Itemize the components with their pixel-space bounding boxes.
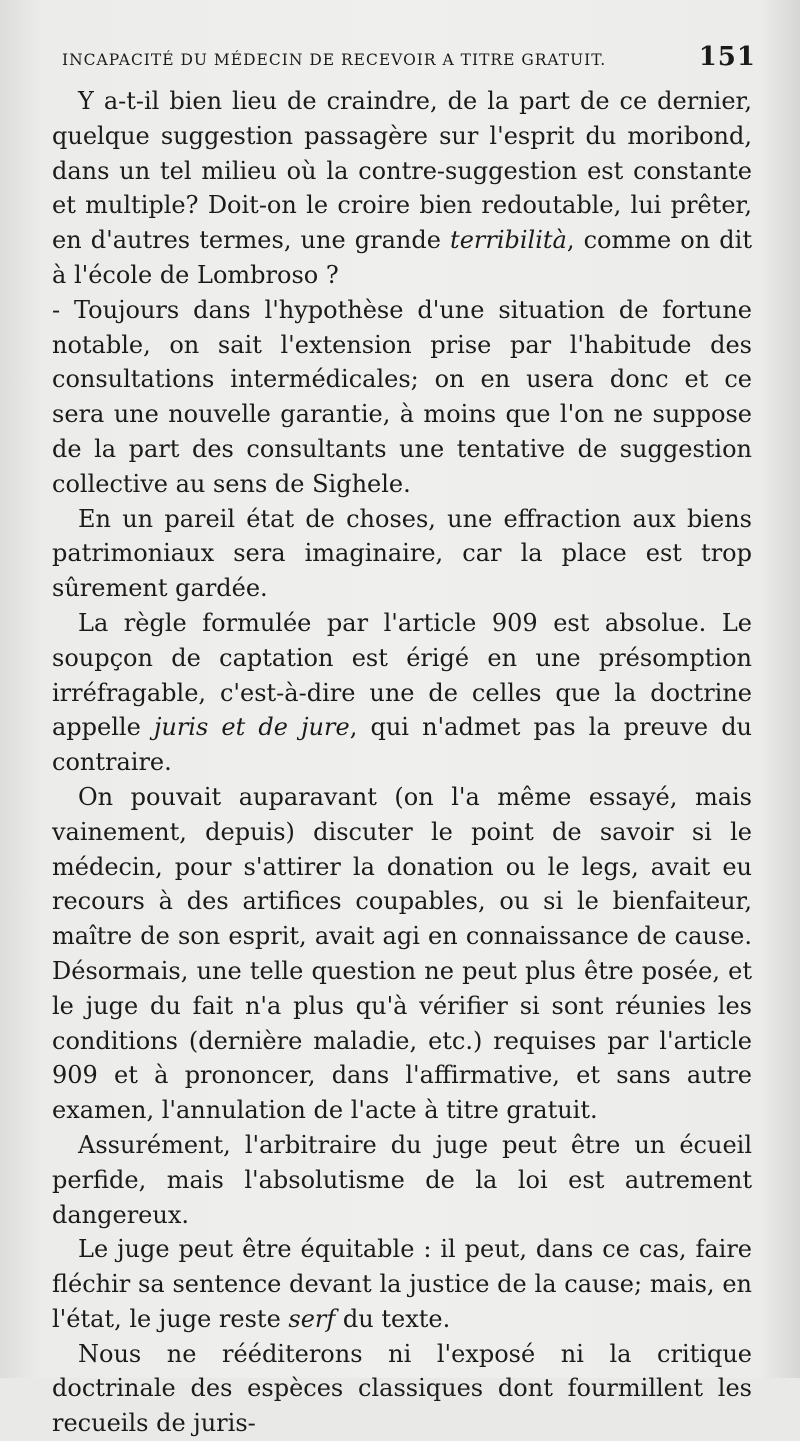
paragraph-4-italic: juris et de jure bbox=[153, 713, 350, 742]
paragraph-1-text-b: , comme on dit à l'école de Lombroso ? bbox=[52, 226, 752, 289]
paragraph-5 bbox=[52, 780, 752, 1128]
paragraph-6 bbox=[52, 1128, 752, 1232]
running-head bbox=[62, 42, 756, 76]
paragraph-3 bbox=[52, 502, 752, 606]
paragraph-7-text-b: du texte. bbox=[335, 1304, 451, 1333]
paragraph-8 bbox=[52, 1337, 752, 1441]
paragraph-3-text: En un pareil état de choses, une effraction aux biens patrimoniaux sera imaginaire, car la place est trop sûrement gardée. bbox=[52, 504, 752, 603]
paragraph-4-text-b: , qui n'admet pas la preuve du contraire. bbox=[52, 713, 753, 777]
paragraph-4-text-a: La règle formulée par l'article 909 est absolue. Le soupçon de captation est érigé en une présomption irréfragable, c'est-à-dire une de celles que la doctrine appelle bbox=[52, 608, 752, 742]
page-number: 151 bbox=[698, 42, 756, 72]
paragraph-2 bbox=[52, 293, 752, 502]
body-text bbox=[52, 84, 752, 1441]
paragraph-5-text: On pouvait auparavant (on l'a même essayé, mais vainement, depuis) discuter le point de savoir si le médecin, pour s'attirer la donation ou le legs, avait eu recours à des artifices coupables, ou si le bienfaiteur, maître de son esprit, avait agi en connaissance de cause. Désormais, une telle question ne peut plus être posée, et le juge du fait n'a plus qu'à vérifier si sont réunies les conditions (dernière maladie, etc.) requises par l'article 909 et à prononcer, dans l'affirmative, et sans autre examen, l'annulation de l'acte à titre gratuit. bbox=[52, 782, 752, 1125]
paragraph-7-italic: serf bbox=[288, 1304, 336, 1333]
paragraph-4 bbox=[52, 606, 752, 780]
running-title: INCAPACITÉ DU MÉDECIN DE RECEVOIR A TITRE GRATUIT. bbox=[62, 51, 607, 69]
paragraph-1-italic: terribilità bbox=[450, 226, 567, 255]
paragraph-1 bbox=[52, 84, 752, 293]
paragraph-7-text-a: Le juge peut être équitable : il peut, dans ce cas, faire fléchir sa sentence devant la justice de la cause; mais, en l'état, le juge reste bbox=[52, 1235, 752, 1333]
paragraph-1-text-a: Y a-t-il bien lieu de craindre, de la part de ce dernier, quelque suggestion passagère sur l'esprit du moribond, dans un tel milieu où la contre-suggestion est constante et multiple? Doit-on le croire bien redoutable, lui prêter, en d'autres termes, une grande bbox=[52, 87, 752, 255]
paragraph-6-text: Assurément, l'arbitraire du juge peut être un écueil perfide, mais l'absolutisme de la loi est autrement dangereux. bbox=[52, 1130, 752, 1229]
paragraph-7 bbox=[52, 1232, 752, 1336]
paragraph-8-text: Nous ne rééditerons ni l'exposé ni la critique doctrinale des espèces classiques dont fourmillent les recueils de juris- bbox=[52, 1339, 752, 1438]
paragraph-2-text: - Toujours dans l'hypothèse d'une situation de fortune notable, on sait l'extension prise par l'habitude des consultations intermédicales; on en usera donc et ce sera une nouvelle garantie, à moins que l'on ne suppose de la part des consultants une tentative de suggestion collective au sens de Sighele. bbox=[52, 295, 752, 498]
